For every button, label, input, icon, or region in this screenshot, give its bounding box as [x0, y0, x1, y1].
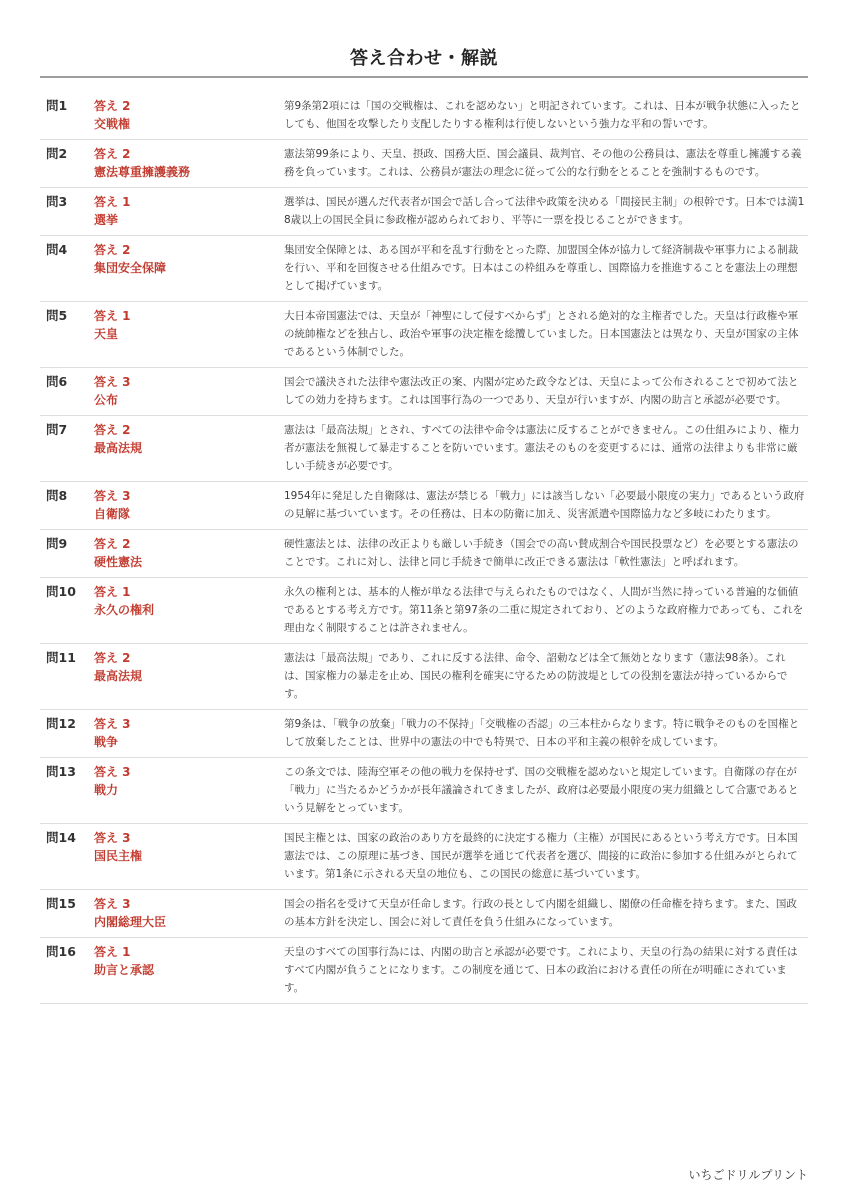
explanation-text: 第9条第2項には「国の交戦権は、これを認めない」と明記されています。これは、日本が戦争状態に入ったとしても、他国を攻撃したり支配したりする権利は行使しないという強力な平和の誓いです。: [284, 100, 801, 130]
explanation-text: 集団安全保障とは、ある国が平和を乱す行動をとった際、加盟国全体が協力して経済制裁や軍事力による制裁を行い、平和を回復させる仕組みです。日本はこの枠組みを尊重し、国際協力を推進することを憲法上の理想として掲げています。: [284, 244, 799, 292]
answer-row: [40, 188, 808, 236]
answer-row: [40, 530, 808, 578]
answer-row: [40, 140, 808, 188]
answer-row: [40, 302, 808, 368]
answer-choice: 答え 2: [94, 99, 131, 113]
question-number: 問9: [46, 536, 68, 551]
title-divider: [40, 76, 808, 78]
answer-term: 自衛隊: [94, 507, 131, 521]
question-number: 問15: [46, 896, 76, 911]
answer-choice: 答え 3: [94, 831, 131, 845]
answer-row: [40, 710, 808, 758]
question-number: 問7: [46, 422, 68, 437]
answer-term: 集団安全保障: [94, 261, 167, 275]
question-number: 問3: [46, 194, 68, 209]
answer-column: [94, 487, 284, 523]
answer-term: 選挙: [94, 213, 119, 227]
answer-choice: 答え 2: [94, 147, 131, 161]
explanation-text: 憲法は「最高法規」とされ、すべての法律や命令は憲法に反することができません。この仕組みにより、権力者が憲法を無視して暴走することを防いでいます。憲法そのものを変更するには、通常の法律よりも非常に厳しい手続きが必要です。: [284, 424, 800, 472]
answer-term: 助言と承認: [94, 963, 155, 977]
answer-column: [94, 373, 284, 409]
explanation-text: 永久の権利とは、基本的人権が単なる法律で与えられたものではなく、人間が当然に持っている普遍的な価値であるとする考え方です。第11条と第97条の二重に規定されており、どのような政府権力であっても、これを理由なく制限することは許されません。: [284, 586, 804, 634]
question-number: 問4: [46, 242, 68, 257]
question-number: 問14: [46, 830, 76, 845]
answer-term: 戦争: [94, 735, 119, 749]
answer-choice: 答え 2: [94, 537, 131, 551]
answer-row: [40, 938, 808, 1004]
explanation-text: 硬性憲法とは、法律の改正よりも厳しい手続き（国会での高い賛成割合や国民投票など）を必要とする憲法のことです。これに対し、法律と同じ手続きで簡単に改正できる憲法は「軟性憲法」と呼ばれます。: [284, 538, 799, 568]
answer-choice: 答え 3: [94, 897, 131, 911]
answer-column: [94, 649, 284, 685]
answer-column: [94, 421, 284, 457]
explanation-text: 大日本帝国憲法では、天皇が「神聖にして侵すべからず」とされる絶対的な主権者でした。天皇は行政権や軍の統帥権などを独占し、政治や軍事の決定権を総攬していました。日本国憲法とは異なり、天皇が国家の主体であるという体制でした。: [284, 310, 799, 358]
answer-row: [40, 890, 808, 938]
question-number: 問11: [46, 650, 76, 665]
explanation-text: 憲法は「最高法規」であり、これに反する法律、命令、詔勅などは全て無効となります（憲法98条）。これは、国家権力の暴走を止め、国民の権利を確実に守るための防波堤としての役割を憲法が持っているからです。: [284, 652, 788, 700]
question-number: 問12: [46, 716, 76, 731]
answer-choice: 答え 3: [94, 717, 131, 731]
question-number: 問5: [46, 308, 68, 323]
answer-term: 公布: [94, 393, 119, 407]
answer-choice: 答え 2: [94, 243, 131, 257]
answer-choice: 答え 3: [94, 489, 131, 503]
answer-choice: 答え 1: [94, 945, 131, 959]
answer-column: [94, 943, 284, 979]
question-number: 問13: [46, 764, 76, 779]
answer-term: 内閣総理大臣: [94, 915, 167, 929]
answer-choice: 答え 1: [94, 585, 131, 599]
answer-column: [94, 97, 284, 133]
explanation-text: 国民主権とは、国家の政治のあり方を最終的に決定する権力（主権）が国民にあるという考え方です。日本国憲法では、この原理に基づき、国民が選挙を通じて代表者を選び、間接的に政治に参加する仕組みがとられています。第1条に示される天皇の地位も、この国民の総意に基づいています。: [284, 832, 798, 880]
question-number: 問16: [46, 944, 76, 959]
answer-choice: 答え 2: [94, 651, 131, 665]
explanation-text: 第9条は、「戦争の放棄」「戦力の不保持」「交戦権の否認」の三本柱からなります。特に戦争そのものを国権として放棄したことは、世界中の憲法の中でも特異で、日本の平和主義の根幹を成しています。: [284, 718, 800, 748]
explanation-text: 選挙は、国民が選んだ代表者が国会で話し合って法律や政策を決める「間接民主制」の根幹です。日本では満18歳以上の国民全員に参政権が認められており、平等に一票を投じることができます。: [284, 196, 805, 226]
answer-choice: 答え 1: [94, 309, 131, 323]
answer-term: 交戦権: [94, 117, 131, 131]
answer-column: [94, 193, 284, 229]
answer-term: 天皇: [94, 327, 119, 341]
answer-term: 戦力: [94, 783, 119, 797]
answer-row: [40, 236, 808, 302]
answer-column: [94, 307, 284, 343]
explanation-text: 1954年に発足した自衛隊は、憲法が禁じる「戦力」には該当しない「必要最小限度の実力」であるという政府の見解に基づいています。その任務は、日本の防衛に加え、災害派遣や国際協力など多岐にわたります。: [284, 490, 805, 520]
footer-brand: いちごドリルプリント: [688, 1168, 808, 1182]
explanation-text: 国会で議決された法律や憲法改正の案、内閣が定めた政令などは、天皇によって公布されることで初めて法としての効力を持ちます。これは国事行為の一つであり、天皇が行いますが、内閣の助言と承認が必要です。: [284, 376, 799, 406]
question-number: 問10: [46, 584, 76, 599]
answer-column: [94, 829, 284, 865]
answer-column: [94, 895, 284, 931]
page-title: 答え合わせ・解説: [350, 48, 498, 69]
question-number: 問2: [46, 146, 68, 161]
answer-column: [94, 535, 284, 571]
answer-list: [40, 92, 808, 1004]
explanation-text: この条文では、陸海空軍その他の戦力を保持せず、国の交戦権を認めないと規定しています。自衛隊の存在が「戦力」に当たるかどうかが長年議論されてきましたが、政府は必要最小限度の実力組織として合憲であるという見解をとっています。: [284, 766, 799, 814]
answer-choice: 答え 3: [94, 375, 131, 389]
answer-sheet: [40, 0, 808, 1004]
answer-row: [40, 578, 808, 644]
answer-term: 憲法尊重擁護義務: [94, 165, 191, 179]
answer-term: 最高法規: [94, 441, 143, 455]
question-number: 問1: [46, 98, 68, 113]
question-number: 問8: [46, 488, 68, 503]
answer-term: 永久の権利: [94, 603, 155, 617]
explanation-text: 天皇のすべての国事行為には、内閣の助言と承認が必要です。これにより、天皇の行為の結果に対する責任はすべて内閣が負うことになります。この制度を通じて、日本の政治における責任の所在が明確にされています。: [284, 946, 798, 994]
answer-column: [94, 715, 284, 751]
answer-row: [40, 416, 808, 482]
answer-row: [40, 758, 808, 824]
answer-choice: 答え 3: [94, 765, 131, 779]
answer-column: [94, 241, 284, 277]
answer-row: [40, 824, 808, 890]
answer-column: [94, 583, 284, 619]
answer-row: [40, 92, 808, 140]
question-number: 問6: [46, 374, 68, 389]
answer-term: 最高法規: [94, 669, 143, 683]
answer-row: [40, 482, 808, 530]
answer-row: [40, 644, 808, 710]
explanation-text: 国会の指名を受けて天皇が任命します。行政の長として内閣を組織し、閣僚の任命権を持ちます。また、国政の基本方針を決定し、国会に対して責任を負う仕組みになっています。: [284, 898, 797, 928]
answer-term: 国民主権: [94, 849, 143, 863]
answer-choice: 答え 2: [94, 423, 131, 437]
answer-column: [94, 145, 284, 181]
answer-row: [40, 368, 808, 416]
explanation-text: 憲法第99条により、天皇、摂政、国務大臣、国会議員、裁判官、その他の公務員は、憲法を尊重し擁護する義務を負っています。これは、公務員が憲法の理念に従って公的な行動をとることを強制するものです。: [284, 148, 802, 178]
answer-column: [94, 763, 284, 799]
answer-term: 硬性憲法: [94, 555, 143, 569]
answer-choice: 答え 1: [94, 195, 131, 209]
